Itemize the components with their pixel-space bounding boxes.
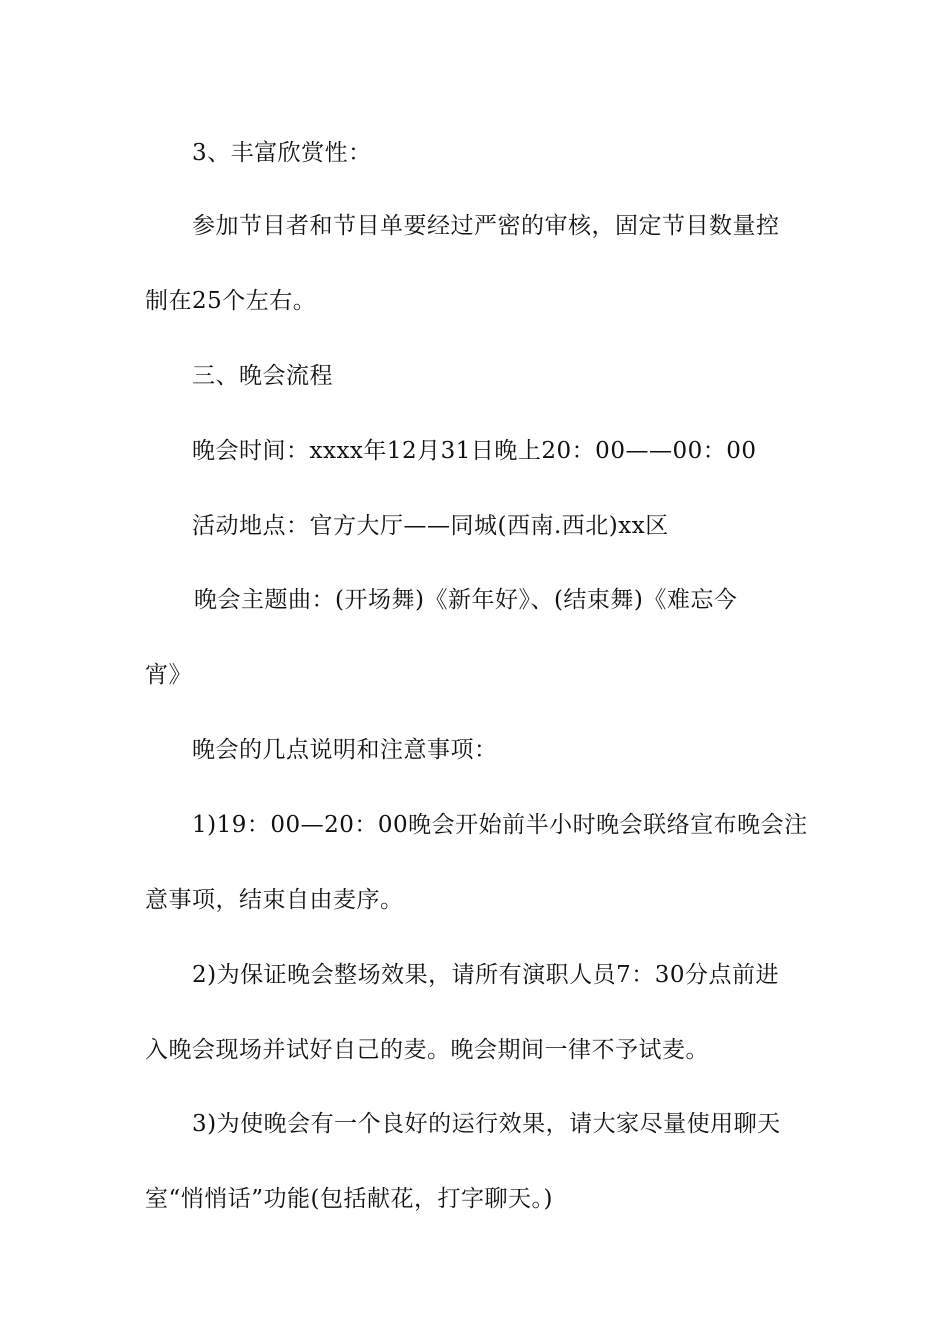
paragraph-note-3-line-2: 室“悄悄话”功能(包括献花，打字聊天。)	[145, 1186, 553, 1212]
paragraph-theme-song-line-1: 晚会主题曲：(开场舞)《新年好》、(结束舞)《难忘今	[194, 587, 738, 613]
section-heading-enrich-appreciation: 3、丰富欣赏性：	[192, 140, 372, 166]
paragraph-notes-heading: 晚会的几点说明和注意事项：	[192, 737, 498, 763]
section-heading-gala-process: 三、晚会流程	[192, 363, 333, 389]
paragraph-note-2-line-2: 入晚会现场并试好自己的麦。晚会期间一律不予试麦。	[145, 1037, 709, 1063]
paragraph-event-location: 活动地点：官方大厅——同城(西南.西北)xx区	[192, 513, 669, 539]
paragraph-note-1-line-2: 意事项，结束自由麦序。	[145, 887, 404, 913]
paragraph-theme-song-line-2: 宵》	[145, 662, 192, 688]
paragraph-program-review-line-1: 参加节目者和节目单要经过严密的审核，固定节目数量控	[192, 213, 780, 239]
paragraph-gala-time: 晚会时间：xxxx年12月31日晚上20：00——00：00	[192, 438, 757, 464]
paragraph-note-1-line-1: 1)19：00—20：00晚会开始前半小时晚会联络宣布晚会注	[192, 812, 808, 838]
paragraph-note-3-line-1: 3)为使晚会有一个良好的运行效果，请大家尽量使用聊天	[192, 1111, 781, 1137]
paragraph-program-review-line-2: 制在25个左右。	[145, 288, 317, 314]
paragraph-note-2-line-1: 2)为保证晚会整场效果，请所有演职人员7：30分点前进	[192, 962, 780, 988]
